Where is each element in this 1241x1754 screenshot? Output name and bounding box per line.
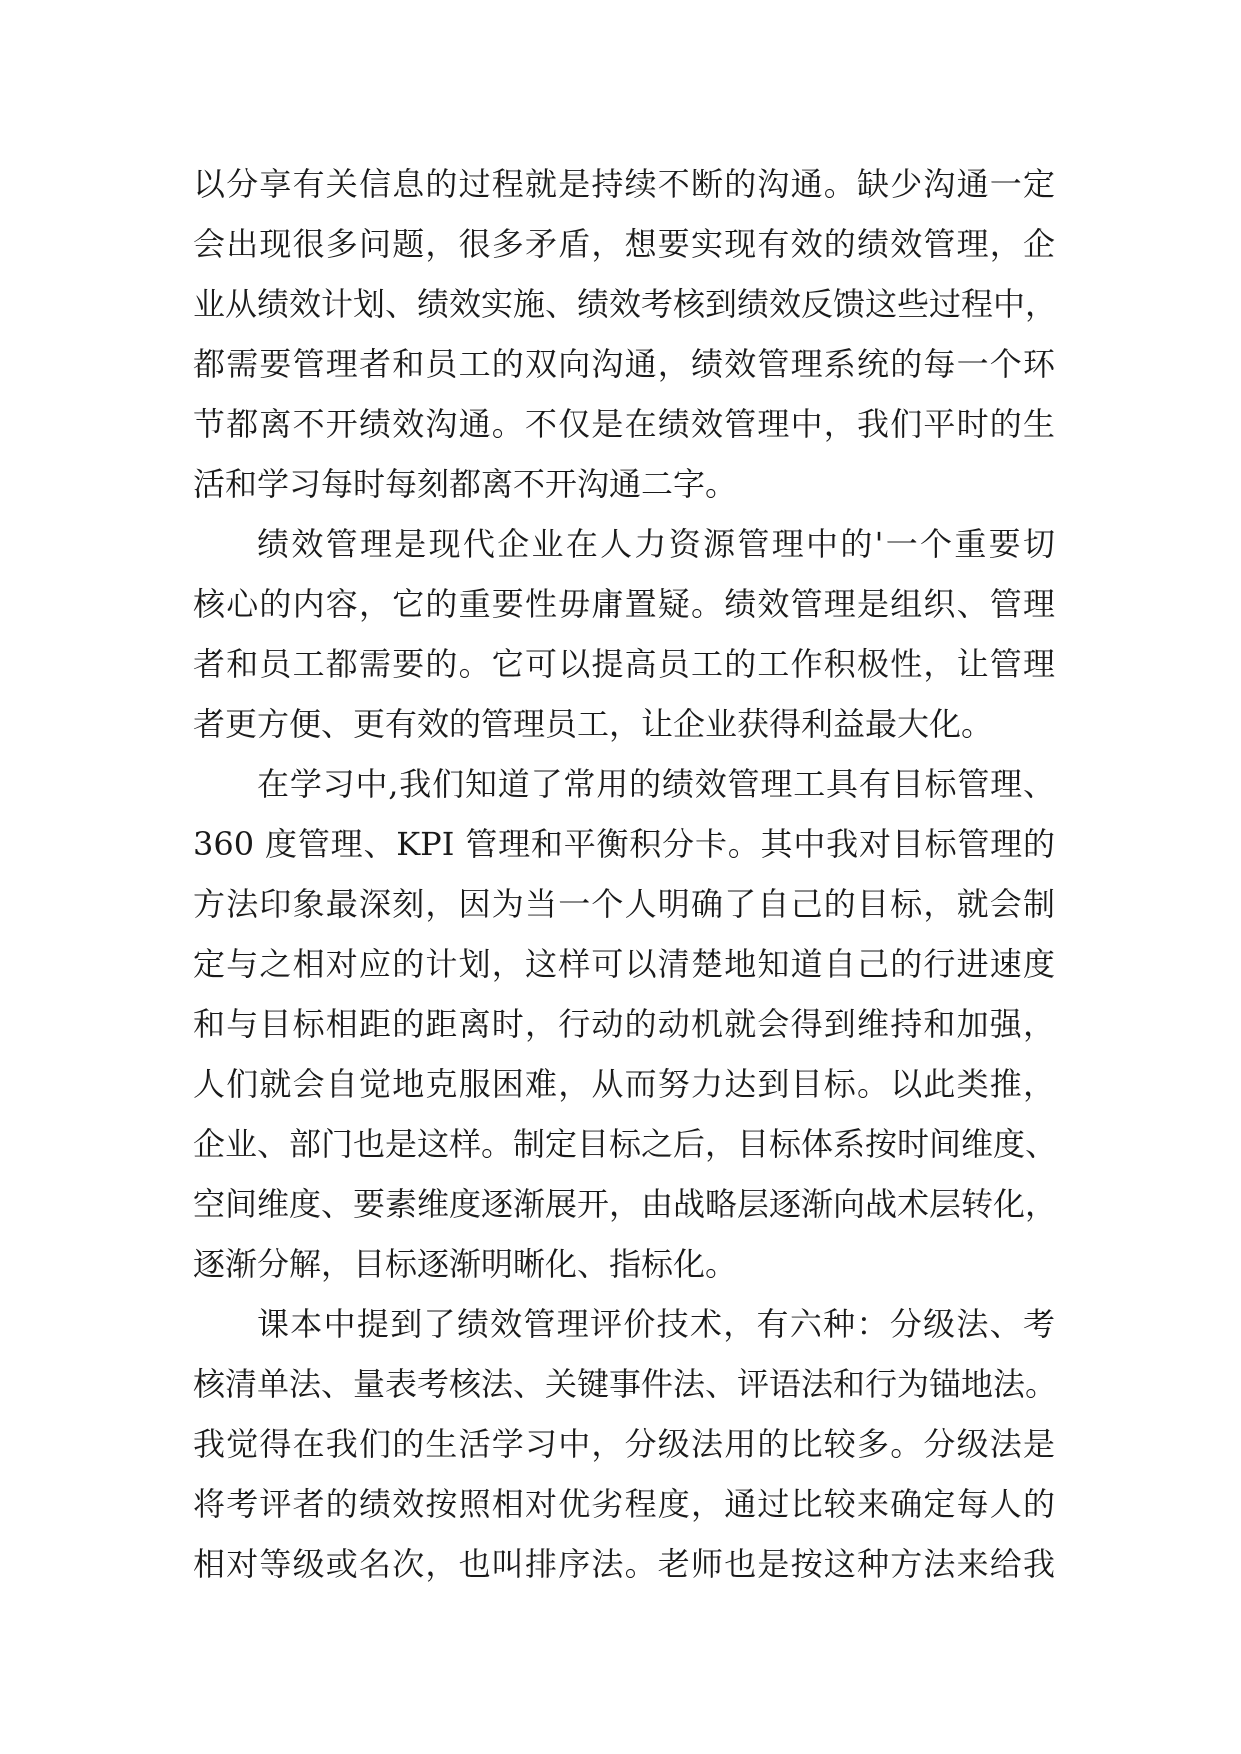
text-line: 空间维度、要素维度逐渐展开，由战略层逐渐向战术层转化，	[193, 1185, 1058, 1223]
text-line: 人们就会自觉地克服困难，从而努力达到目标。以此类推，	[193, 1065, 1055, 1103]
text-line: 企业、部门也是这样。制定目标之后，目标体系按时间维度、	[193, 1125, 1058, 1163]
text-line: 核心的内容，它的重要性毋庸置疑。绩效管理是组织、管理	[193, 585, 1055, 623]
text-line: 360 度管理、KPI 管理和平衡积分卡。其中我对目标管理的	[193, 825, 1055, 863]
text-line: 在学习中,我们知道了常用的绩效管理工具有目标管理、	[257, 765, 1055, 803]
text-line: 和与目标相距的距离时，行动的动机就会得到维持和加强，	[193, 1005, 1055, 1043]
text-line: 节都离不开绩效沟通。不仅是在绩效管理中，我们平时的生	[193, 405, 1055, 443]
document-body	[193, 154, 1058, 1594]
text-line: 者更方便、更有效的管理员工，让企业获得利益最大化。	[193, 705, 994, 743]
text-line: 活和学习每时每刻都离不开沟通二字。	[193, 465, 738, 503]
text-line: 逐渐分解，目标逐渐明晰化、指标化。	[193, 1245, 738, 1283]
text-line: 绩效管理是现代企业在人力资源管理中的'一个重要切	[257, 525, 1055, 563]
text-line: 会出现很多问题，很多矛盾，想要实现有效的绩效管理，企	[193, 225, 1055, 263]
text-line: 者和员工都需要的。它可以提高员工的工作积极性，让管理	[193, 645, 1055, 683]
text-line: 课本中提到了绩效管理评价技术，有六种：分级法、考	[257, 1305, 1055, 1343]
text-line: 我觉得在我们的生活学习中，分级法用的比较多。分级法是	[193, 1425, 1055, 1463]
text-line: 定与之相对应的计划，这样可以清楚地知道自己的行进速度	[193, 945, 1055, 983]
text-line: 相对等级或名次，也叫排序法。老师也是按这种方法来给我	[193, 1545, 1055, 1583]
text-line: 都需要管理者和员工的双向沟通，绩效管理系统的每一个环	[193, 345, 1055, 383]
text-line: 业从绩效计划、绩效实施、绩效考核到绩效反馈这些过程中，	[193, 285, 1058, 323]
text-line: 将考评者的绩效按照相对优劣程度，通过比较来确定每人的	[193, 1485, 1055, 1523]
text-line: 方法印象最深刻，因为当一个人明确了自己的目标，就会制	[193, 885, 1055, 923]
text-line: 以分享有关信息的过程就是持续不断的沟通。缺少沟通一定	[193, 165, 1055, 203]
text-line: 核清单法、量表考核法、关键事件法、评语法和行为锚地法。	[193, 1365, 1058, 1403]
